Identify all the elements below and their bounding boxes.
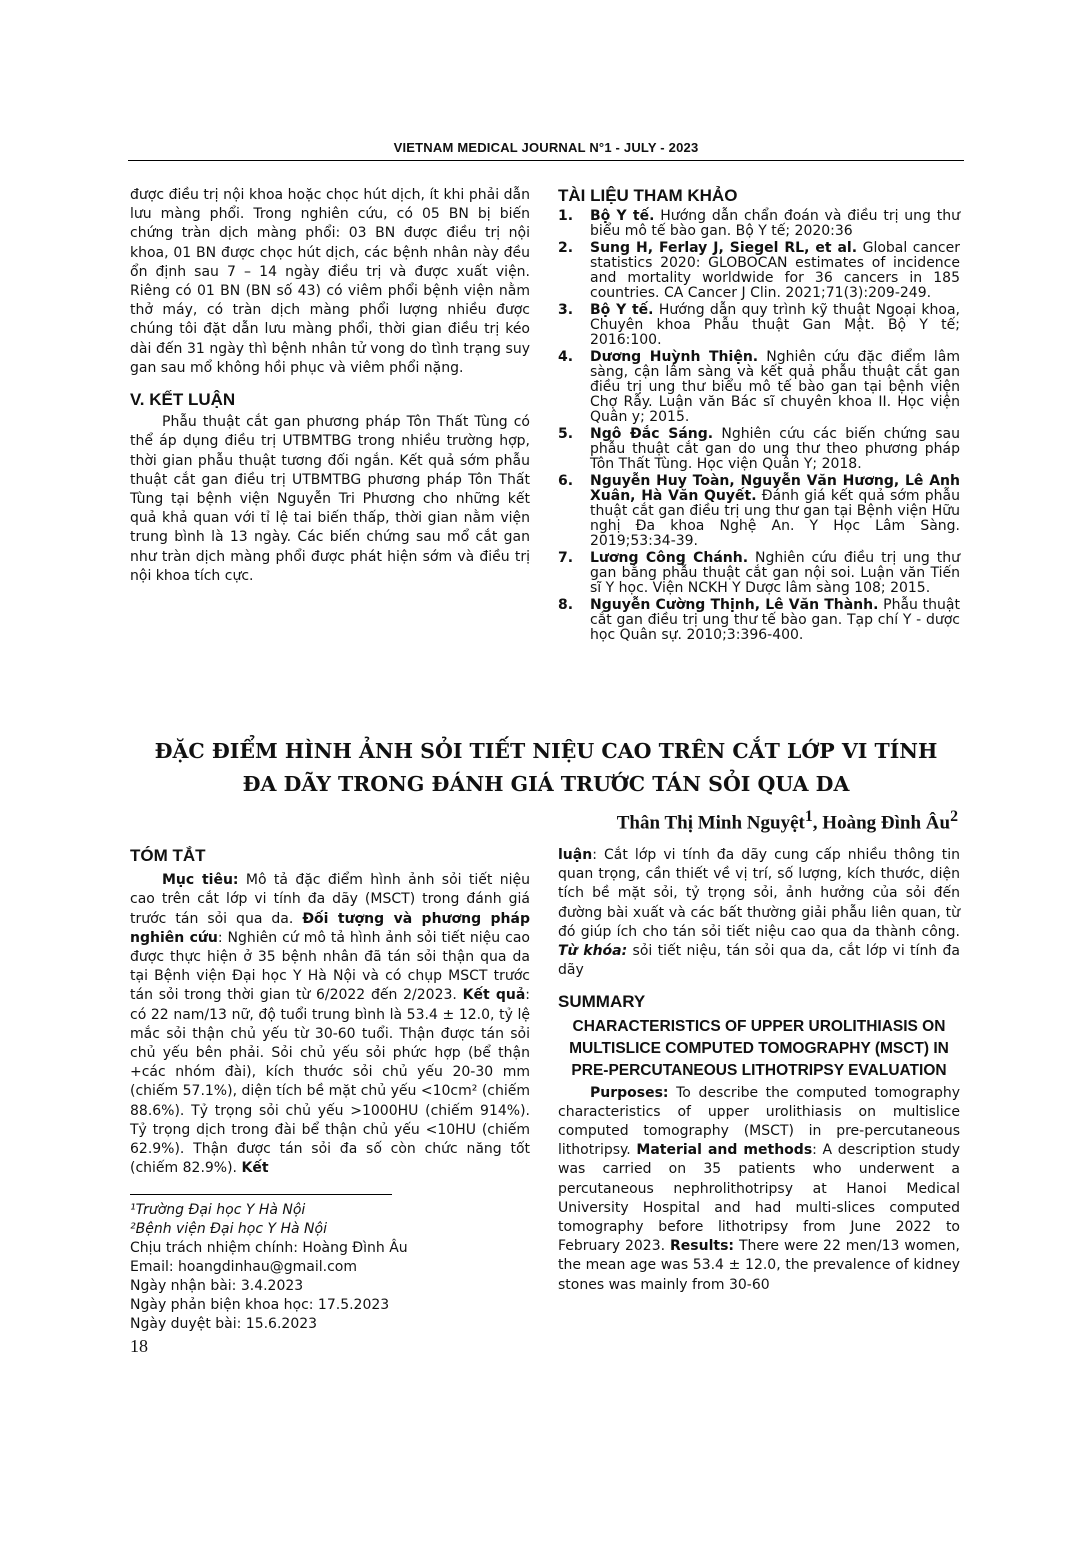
reference-authors: Nguyễn Huy Toàn, Nguyễn Văn Hương, Lê Anh Xuân, Hà Văn Quyết. — [590, 473, 960, 505]
reference-text: Global cancer statistics 2020: GLOBOCAN estimates of incidence and mortality worldwide for 36 cancers in 185 countries. CA Cancer J Clin. 2021;71(3):209-249. — [590, 240, 960, 302]
reference-number: 4. — [558, 349, 574, 366]
article-title — [128, 735, 964, 801]
reference-text: Phẫu thuật cắt gan điều trị ung thư tế bào gan. Tạp chí Y - dược học Quân sự. 2010;3:396-400. — [590, 597, 960, 644]
objective-label: Mục tiêu: — [162, 872, 239, 889]
references-section — [558, 186, 960, 645]
footnote-rule — [130, 1194, 392, 1195]
reference-item — [558, 598, 960, 643]
reference-text: Đánh giá kết quả sớm phẫu thuật cắt gan điều trị ung thư gan tại Bệnh viện Hữu nghị Đa khoa Nghệ An. Y Học Lâm Sàng. 2019;53:34-39. — [590, 488, 960, 550]
abstract-vi-heading: TÓM TẮT — [130, 846, 206, 865]
keywords-text: sỏi tiết niệu, tán sỏi qua da, cắt lớp vi tính đa dãy — [558, 943, 960, 979]
reference-authors: Nguyễn Cường Thịnh, Lê Văn Thành. — [590, 597, 879, 614]
review-date: Ngày phản biện khoa học: 17.5.2023 — [130, 1297, 390, 1314]
methods-text: : Nghiên cứ mô tả hình ảnh sỏi tiết niệu cao được thực hiện ở 35 bệnh nhân đã tán sỏi thận qua da tại Bệnh viện Đại học Y Hà Nội và có chụp MSCT trước tán sỏi trong thời gian từ 6/2022 đến 2/2023. — [130, 929, 530, 1004]
corresponding-author: Chịu trách nhiệm chính: Hoàng Đình Âu — [130, 1240, 408, 1257]
purposes-label: Purposes: — [590, 1084, 669, 1101]
reference-text: Nghiên cứu đặc điểm lâm sàng, cận lâm sàng và kết quả phẫu thuật cắt gan điều trị ung thư biểu mô tế bào gan tại bệnh viện Chợ Rẫy. Luận văn Bác sĩ chuyên khoa II. Học viện Quân y; 2015. — [590, 349, 961, 426]
reference-text: Nghiên cứu điều trị ung thư gan bằng phẫu thuật cắt gan nội soi. Luận văn Tiến sĩ Y học. Viện NCKH Y Dược lâm sàng 108; 2015. — [590, 550, 960, 597]
author-2-affiliation: 2 — [950, 808, 958, 825]
running-header: VIETNAM MEDICAL JOURNAL N°1 - JULY - 2023 — [393, 140, 699, 155]
article-authors — [617, 808, 958, 834]
summary-body — [558, 1084, 960, 1295]
abstract-right-column — [558, 846, 960, 1295]
material-methods-label: Material and methods — [636, 1142, 813, 1159]
abstract-vi-continued — [558, 846, 960, 980]
email: Email: hoangdinhau@gmail.com — [130, 1259, 357, 1276]
footnotes — [130, 1201, 530, 1334]
author-1: Thân Thị Minh Nguyệt — [616, 812, 805, 834]
abstract-vi — [130, 846, 530, 1334]
left-column-top — [130, 186, 530, 586]
conclusion-heading: V. KẾT LUẬN — [130, 390, 236, 410]
reference-item — [558, 209, 960, 239]
reference-number: 6. — [558, 473, 574, 490]
methods-label: Đối tượng và phương pháp nghiên cứu — [130, 910, 530, 946]
conclusion-paragraph: Phẫu thuật cắt gan phương pháp Tôn Thất Tùng có thể áp dụng điều trị UTBMTBG trong nhiều trường hợp, thời gian phẫu thuật tương đối ngắn. Kết quả sớm phẫu thuật cắt gan điều trị UTBMTBG phương pháp Tôn Thất Tùng tại bệnh viện Nguyễn Tri Phương cho những kết quả khả quan với tỉ lệ tai biến thấp, thời gian nằm viện trung bình là 13 ngày. Các biến chứng sau mổ cắt gan như tràn dịch màng phổi được phát hiện sớm và điều trị nội khoa tích cực. — [130, 414, 530, 584]
reference-number: 8. — [558, 597, 574, 614]
reference-number: 3. — [558, 302, 574, 319]
references-list — [558, 209, 960, 643]
reference-authors: Bộ Y tế. — [590, 208, 655, 225]
results-en-label: Results: — [670, 1238, 734, 1255]
objective-text: Mô tả đặc điểm hình ảnh sỏi tiết niệu cao trên cắt lớp vi tính đa dãy (MSCT) trong đánh giá trước tán sỏi qua da. — [130, 872, 530, 927]
received-date: Ngày nhận bài: 3.4.2023 — [130, 1278, 304, 1295]
reference-item — [558, 303, 960, 348]
article-title-line-2: ĐA DÃY TRONG ĐÁNH GIÁ TRƯỚC TÁN SỎI QUA DA — [242, 772, 850, 796]
reference-item — [558, 427, 960, 472]
page-number: 18 — [130, 1336, 148, 1356]
results-en-text: There were 22 men/13 women, the mean age was 53.4 ± 12.0, the prevalence of kidney stones was mainly from 30-60 — [558, 1238, 960, 1293]
reference-item — [558, 241, 960, 301]
reference-authors: Lương Công Chánh. — [590, 550, 749, 567]
reference-authors: Bộ Y tế. — [590, 302, 654, 319]
reference-item — [558, 474, 960, 549]
keywords-label: Từ khóa: — [558, 943, 628, 960]
author-separator: , — [812, 812, 823, 834]
reference-item — [558, 551, 960, 596]
affiliation-2: ²Bệnh viện Đại học Y Hà Nội — [130, 1221, 327, 1238]
reference-number: 1. — [558, 208, 574, 225]
reference-item — [558, 350, 960, 425]
references-heading: TÀI LIỆU THAM KHẢO — [558, 186, 738, 205]
abstract-vi-body — [130, 871, 530, 1178]
author-2: Hoàng Đình Âu — [822, 812, 951, 834]
article-title-line-1: ĐẶC ĐIỂM HÌNH ẢNH SỎI TIẾT NIỆU CAO TRÊN CẮT LỚP VI TÍNH — [154, 739, 938, 763]
results-text: : có 22 nam/13 nữ, độ tuổi trung bình là 53.4 ± 12.0, tỷ lệ mắc sỏi thận chủ yếu từ 30-60 tuổi. Thận được tán sỏi chủ yếu bên phải. Sỏi chủ yếu sỏi phức hợp (bể thận +các nhóm đài), kích thước sỏi chủ yếu 20-30 mm (chiếm 57.1%), diện tích bề mặt chủ yếu <10cm² (chiếm 88.6%). Tỷ trọng sỏi chủ yếu >1000HU (chiếm 914%). Tỷ trọng dịch trong đài bể thận chủ yếu <10HU (chiếm 62.9%). Thận được tán sỏi đa số còn chức năng tốt (chiếm 82.9%). — [130, 987, 530, 1177]
header-rule — [128, 160, 964, 161]
reference-number: 2. — [558, 240, 574, 257]
conclusion-label-start: Kết — [241, 1160, 269, 1177]
reference-number: 5. — [558, 426, 574, 443]
material-methods-text: : A description study was carried on 35 patients who underwent a percutaneous nephrolithotripsy at Hanoi Medical University Hospital and had multi-slices computed tomography before lithotripsy from June 2022 to February 2023. — [558, 1142, 960, 1255]
summary-title: CHARACTERISTICS OF UPPER UROLITHIASIS ON MULTISLICE COMPUTED TOMOGRAPHY (MSCT) IN PRE-PERCUTANEOUS LITHOTRIPSY EVALUATION — [569, 1017, 949, 1079]
reference-authors: Ngô Đắc Sáng. — [590, 426, 714, 443]
conclusion-label-end: luận — [558, 847, 593, 863]
results-label: Kết quả — [462, 987, 526, 1004]
reference-text: Hướng dẫn quy trình kỹ thuật Ngoại khoa, Chuyên khoa Phẫu thuật Gan Mật. Bộ Y tế; 2016:100. — [590, 302, 960, 349]
accepted-date: Ngày duyệt bài: 15.6.2023 — [130, 1316, 318, 1333]
reference-authors: Dương Huỳnh Thiện. — [590, 349, 759, 366]
summary-heading: SUMMARY — [558, 992, 646, 1012]
reference-text: Hướng dẫn chẩn đoán và điều trị ung thư biểu mô tế bào gan. Bộ Y tế; 2020:36 — [590, 208, 960, 240]
reference-text: Nghiên cứu các biến chứng sau phẫu thuật cắt gan do ung thư theo phương pháp Tôn Thất Tùng. Học viện Quân Y; 2018. — [590, 426, 960, 473]
author-1-affiliation: 1 — [804, 808, 813, 825]
reference-authors: Sung H, Ferlay J, Siegel RL, et al. — [590, 240, 858, 257]
purposes-text: To describe the computed tomography characteristics of upper urolithiasis on multislice computed tomography (MSCT) in pre-percutaneous lithotripsy. — [558, 1084, 960, 1159]
conclusion-text: : Cắt lớp vi tính đa dãy cung cấp nhiều thông tin quan trọng, cần thiết về vị trí, số lượng, kích thước, diện tích bề mặt sỏi, tỷ trọng sỏi, ảnh hưởng của sỏi đến đường bài xuất và các bất thường giải phẫu liên quan, từ đó giúp ích cho tán sỏi tiết niệu cao qua da thành công. — [558, 847, 960, 940]
reference-number: 7. — [558, 550, 574, 567]
discussion-paragraph: được điều trị nội khoa hoặc chọc hút dịch, ít khi phải dẫn lưu màng phổi. Trong nghiên cứu, có 05 BN bị biến chứng tràn dịch màng phổi: 03 BN được điều trị nội khoa, 01 BN được chọc hút dịch, các bệnh nhân này đều ổn định sau 7 – 14 ngày điều trị và được xuất viện. Riêng có 01 BN (BN số 43) có viêm phổi bệnh viện nằm thở máy, có tràn dịch màng phổi lượng nhiều được chúng tôi đặt dẫn lưu màng phổi, thời gian điều trị kéo dài đến 31 ngày thì bệnh nhân tử vong do tình trạng suy gan sau mổ không hồi phục và viêm phổi nặng. — [130, 187, 530, 376]
affiliation-1: ¹Trường Đại học Y Hà Nội — [130, 1202, 306, 1219]
